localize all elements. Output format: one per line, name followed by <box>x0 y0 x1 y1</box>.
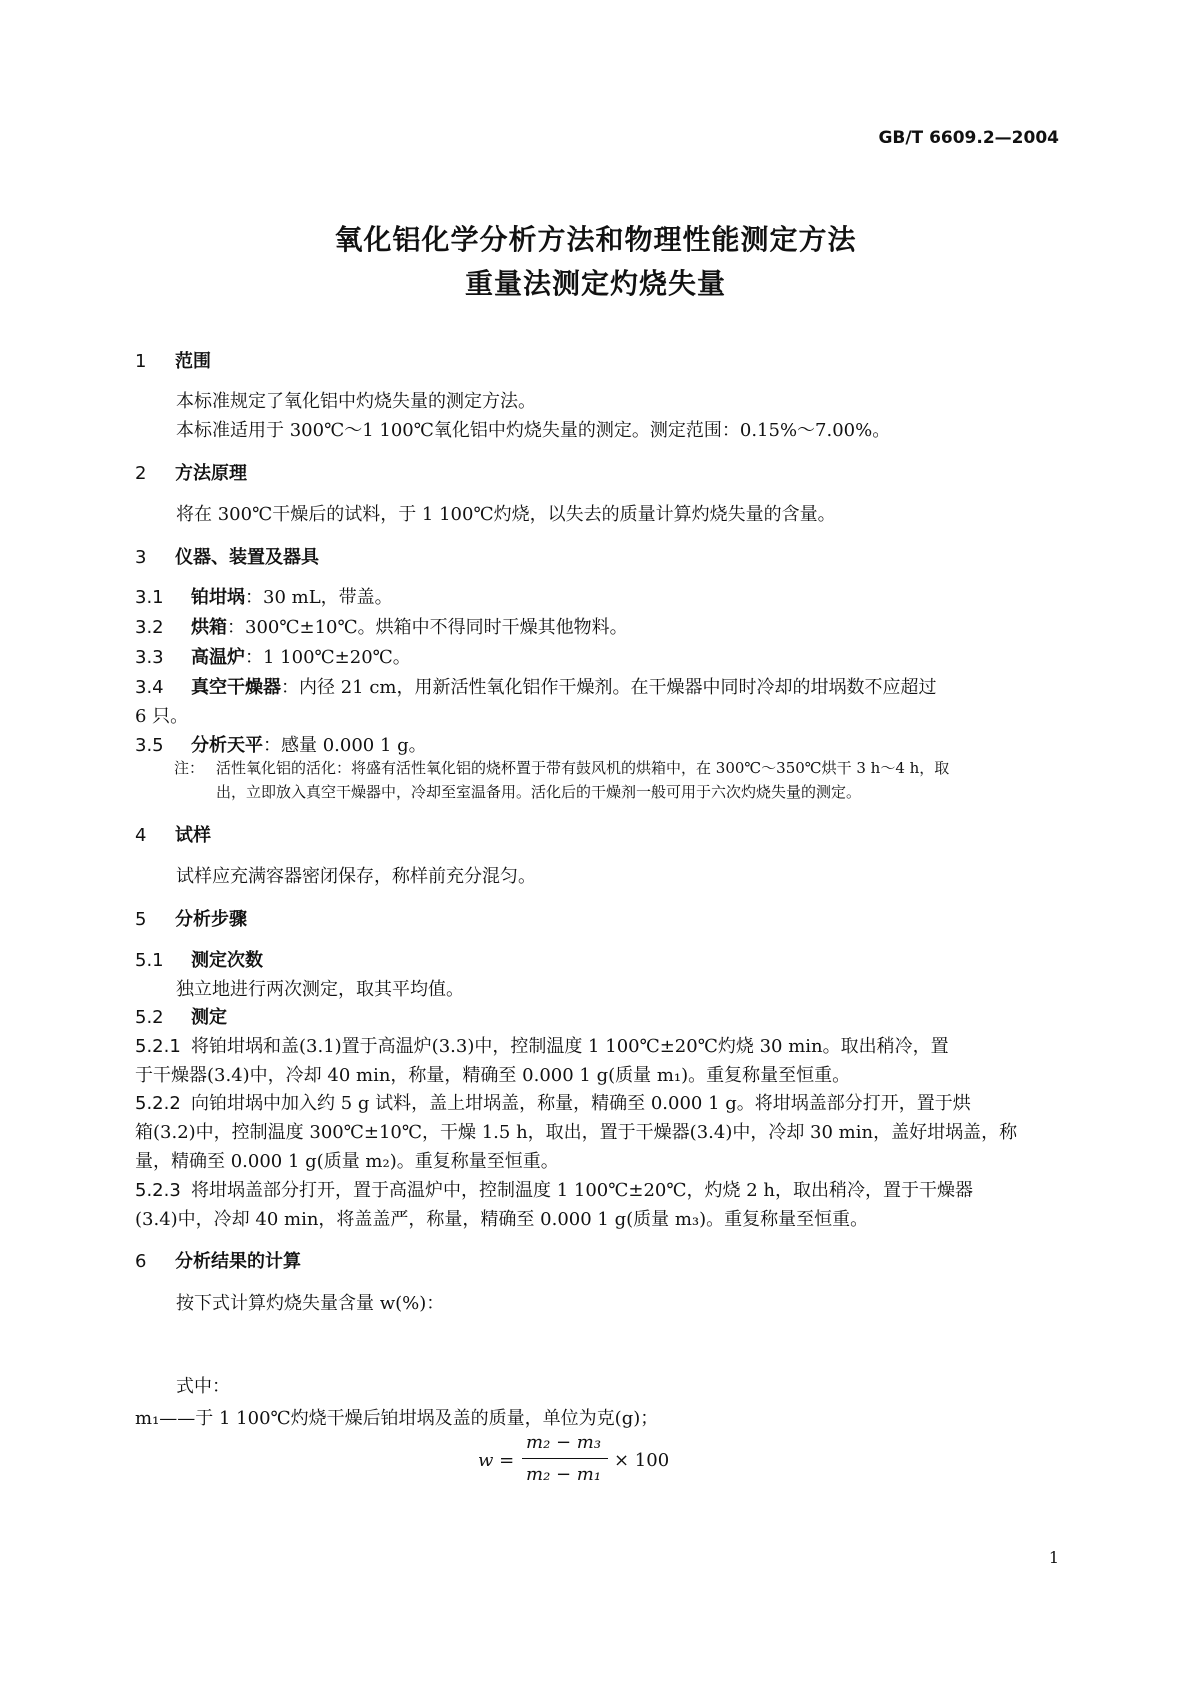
item-text: ：300℃±10℃。烘箱中不得同时干燥其他物料。 <box>227 617 628 638</box>
item-number: 3.1 <box>135 587 164 608</box>
clause-5-2-3 <box>135 1176 973 1202</box>
note-label: 注： <box>174 759 205 777</box>
clause-text: 向铂坩埚中加入约 5 g 试料，盖上坩埚盖，称量，精确至 0.000 1 g。将坩埚盖部分打开，置于烘 <box>191 1093 971 1114</box>
fraction-bar <box>522 1458 608 1459</box>
item-number: 3.5 <box>135 735 164 756</box>
section-3-heading <box>135 543 319 569</box>
section-number: 3 <box>135 547 147 568</box>
item-text: ：内径 21 cm，用新活性氧化铝作干燥剂。在干燥器中同时冷却的坩埚数不应超过 <box>281 677 937 698</box>
formula-denominator: m₂ − m₁ <box>526 1464 602 1485</box>
paragraph: 按下式计算灼烧失量含量 w(%)： <box>176 1293 445 1314</box>
item-label: 测定次数 <box>191 950 263 971</box>
item-text: ：1 100℃±20℃。 <box>245 647 411 668</box>
paragraph: 将在 300℃干燥后的试料，于 1 100℃灼烧，以失去的质量计算灼烧失量的含量。 <box>176 504 836 525</box>
item-label: 真空干燥器 <box>191 677 281 698</box>
subsection-5-1 <box>135 946 263 972</box>
note-continuation: 出，立即放入真空干燥器中，冷却至室温备用。活化后的干燥剂一般可用于六次灼烧失量的测定。 <box>216 783 862 801</box>
formula-multiplier: × 100 <box>614 1450 670 1471</box>
document-title-line1: 氧化铝化学分析方法和物理性能测定方法 <box>334 223 857 256</box>
item-3-5 <box>135 731 427 757</box>
clause-text: 将坩埚盖部分打开，置于高温炉中，控制温度 1 100℃±20℃，灼烧 2 h，取出稍冷，置于干燥器 <box>191 1180 973 1201</box>
clause-text-line: (3.4)中，冷却 40 min，将盖盖严，称量，精确至 0.000 1 g(质量 m₃)。重复称量至恒重。 <box>135 1209 869 1230</box>
clause-number: 5.2.2 <box>135 1093 181 1114</box>
item-3-2 <box>135 613 628 639</box>
item-number: 5.2 <box>135 1007 164 1028</box>
section-title: 方法原理 <box>175 463 247 484</box>
section-number: 4 <box>135 825 147 846</box>
paragraph: 试样应充满容器密闭保存，称样前充分混匀。 <box>176 866 536 887</box>
item-text: ：30 mL，带盖。 <box>245 587 393 608</box>
variable-definition: m₁——于 1 100℃灼烧干燥后铂坩埚及盖的质量，单位为克(g)； <box>135 1408 659 1429</box>
note <box>174 757 949 778</box>
item-number: 3.3 <box>135 647 164 668</box>
clause-number: 5.2.3 <box>135 1180 181 1201</box>
item-label: 高温炉 <box>191 647 245 668</box>
formula <box>478 1432 708 1490</box>
section-number: 5 <box>135 909 147 930</box>
section-title: 试样 <box>175 825 211 846</box>
formula-lhs: w = <box>478 1450 515 1471</box>
page-number: 1 <box>1048 1548 1059 1567</box>
item-number: 3.4 <box>135 677 164 698</box>
clause-text-line: 于干燥器(3.4)中，冷却 40 min，称量，精确至 0.000 1 g(质量 m₁)。重复称量至恒重。 <box>135 1065 851 1086</box>
clause-text-line: 箱(3.2)中，控制温度 300℃±10℃，干燥 1.5 h，取出，置于干燥器(3.4)中，冷却 30 min，盖好坩埚盖，称 <box>135 1122 1018 1143</box>
where-label: 式中： <box>176 1376 230 1397</box>
item-number: 3.2 <box>135 617 164 638</box>
clause-number: 5.2.1 <box>135 1036 181 1057</box>
section-number: 1 <box>135 351 147 372</box>
paragraph: 本标准适用于 300℃～1 100℃氧化铝中灼烧失量的测定。测定范围：0.15%～7.00%。 <box>176 420 891 441</box>
section-1-heading <box>135 347 211 373</box>
paragraph: 本标准规定了氧化铝中灼烧失量的测定方法。 <box>176 391 536 412</box>
item-label: 铂坩埚 <box>191 587 245 608</box>
item-3-3 <box>135 643 411 669</box>
section-number: 6 <box>135 1251 147 1272</box>
item-label: 分析天平 <box>191 735 263 756</box>
section-title: 范围 <box>175 351 211 372</box>
item-label: 测定 <box>191 1007 227 1028</box>
standard-number: GB/T 6609.2—2004 <box>878 128 1059 148</box>
subsection-5-2 <box>135 1003 227 1029</box>
clause-5-2-1 <box>135 1032 949 1058</box>
item-3-4 <box>135 673 937 699</box>
clause-text: 将铂坩埚和盖(3.1)置于高温炉(3.3)中，控制温度 1 100℃±20℃灼烧 30 min。取出稍冷，置 <box>191 1036 949 1057</box>
note-text: 活性氧化铝的活化：将盛有活性氧化铝的烧杯置于带有鼓风机的烘箱中，在 300℃～350℃烘干 3 h～4 h，取 <box>216 759 950 777</box>
section-6-heading <box>135 1247 301 1273</box>
item-3-4-continuation: 6 只。 <box>135 706 189 727</box>
section-5-heading <box>135 905 247 931</box>
section-title: 仪器、装置及器具 <box>175 547 319 568</box>
item-text: ：感量 0.000 1 g。 <box>263 735 427 756</box>
section-number: 2 <box>135 463 147 484</box>
section-title: 分析步骤 <box>175 909 247 930</box>
item-label: 烘箱 <box>191 617 227 638</box>
item-number: 5.1 <box>135 950 164 971</box>
section-title: 分析结果的计算 <box>175 1251 301 1272</box>
formula-numerator: m₂ − m₃ <box>526 1432 602 1453</box>
section-2-heading <box>135 459 247 485</box>
item-3-1 <box>135 583 393 609</box>
paragraph: 独立地进行两次测定，取其平均值。 <box>176 979 464 1000</box>
clause-text-line: 量，精确至 0.000 1 g(质量 m₂)。重复称量至恒重。 <box>135 1151 559 1172</box>
document-title-line2: 重量法测定灼烧失量 <box>464 267 726 300</box>
clause-5-2-2 <box>135 1089 971 1115</box>
section-4-heading <box>135 821 211 847</box>
